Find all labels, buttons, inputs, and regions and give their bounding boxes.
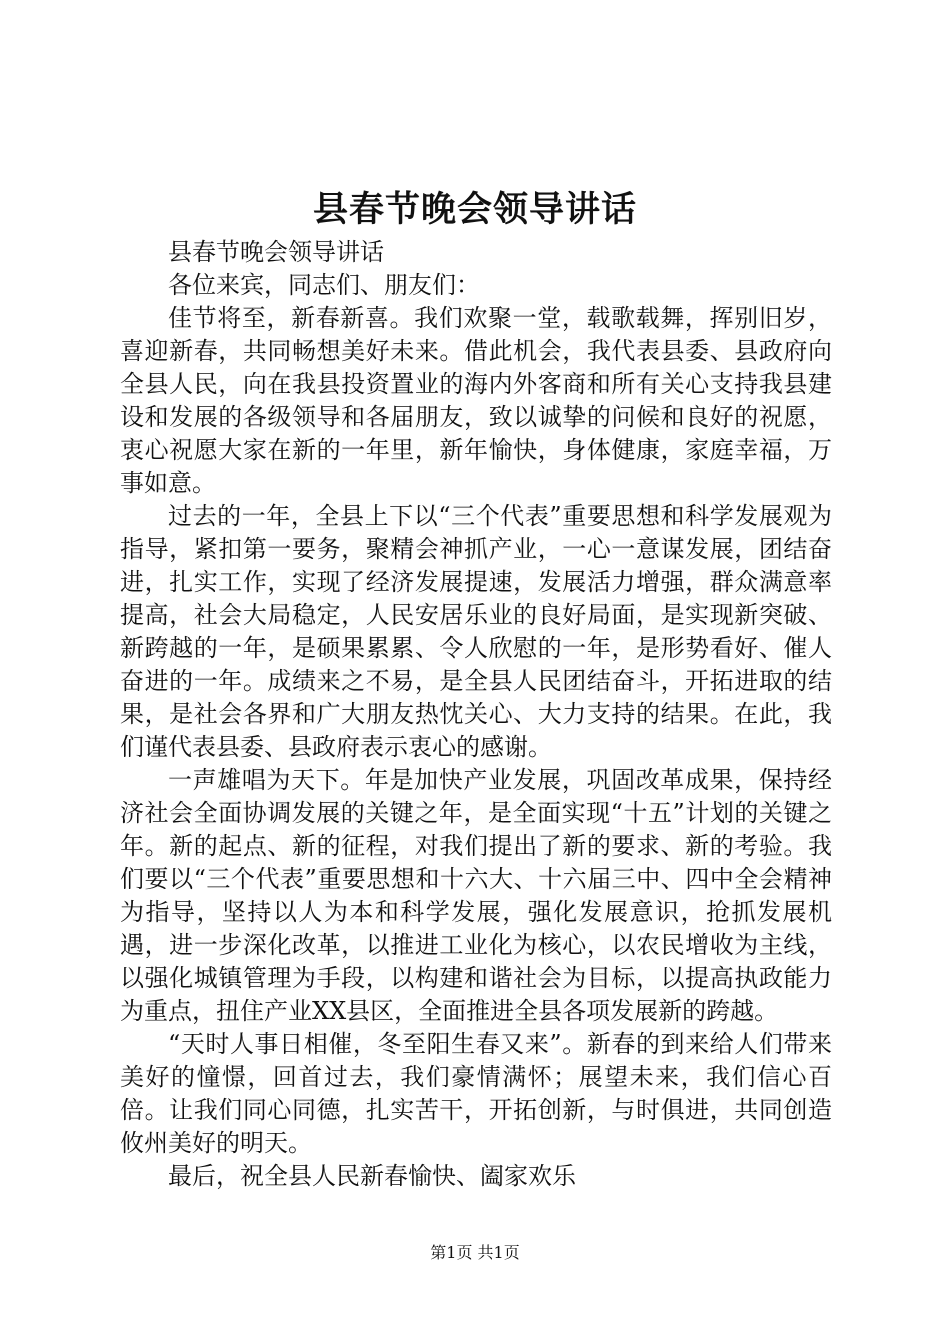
paragraph-closing: 最后，祝全县人民新春愉快、阖家欢乐: [168, 1162, 576, 1190]
page-footer: 第1页 共1页: [430, 1243, 520, 1262]
paragraph-salutation: 各位来宾，同志们、朋友们：: [168, 271, 480, 299]
document-title: 县春节晚会领导讲话: [312, 189, 637, 230]
paragraph-outlook: 一声雄唱为天下。年是加快产业发展，巩固改革成果，保持经济社会全面协调发展的关键之年，是全面实现“十五”计划的关键之年。新的起点、新的征程，对我们提出了新的要求、新的考验。我们要以“三个代表”重要思想和十六大、十六届三中、四中全会精神为指导，坚持以人为本和科学发展，强化发展意识，抢抓发展机遇，进一步深化改革，以推进工业化为核心，以农民增收为主线，以强化城镇管理为手段，以构建和谐社会为目标，以提高执政能力为重点，扭住产业XX县区，全面推进全县各项发展新的跨越。: [120, 766, 832, 1025]
paragraph-review: 过去的一年，全县上下以“三个代表”重要思想和科学发展观为指导，紧扣第一要务，聚精会神抓产业，一心一意谋发展，团结奋进，扎实工作，实现了经济发展提速，发展活力增强，群众满意率提高，社会大局稳定，人民安居乐业的良好局面，是实现新突破、新跨越的一年，是硕果累累、令人欣慰的一年，是形势看好、催人奋进的一年。成绩来之不易，是全县人民团结奋斗，开拓进取的结果，是社会各界和广大朋友热忱关心、大力支持的结果。在此，我们谨代表县委、县政府表示衷心的感谢。: [120, 502, 832, 761]
document-body: [120, 236, 832, 1193]
paragraph-subtitle: 县春节晚会领导讲话: [168, 238, 384, 266]
paragraph-greeting: 佳节将至，新春新喜。我们欢聚一堂，载歌载舞，挥别旧岁，喜迎新春，共同畅想美好未来。借此机会，我代表县委、县政府向全县人民，向在我县投资置业的海内外客商和所有关心支持我县建设和发展的各级领导和各届朋友，致以诚挚的问候和良好的祝愿，衷心祝愿大家在新的一年里，新年愉快，身体健康，家庭幸福，万事如意。: [120, 304, 832, 497]
paragraph-poem: “天时人事日相催，冬至阳生春又来”。新春的到来给人们带来美好的憧憬，回首过去，我们豪情满怀；展望未来，我们信心百倍。让我们同心同德，扎实苦干，开拓创新，与时俱进，共同创造攸州美好的明天。: [120, 1030, 832, 1157]
